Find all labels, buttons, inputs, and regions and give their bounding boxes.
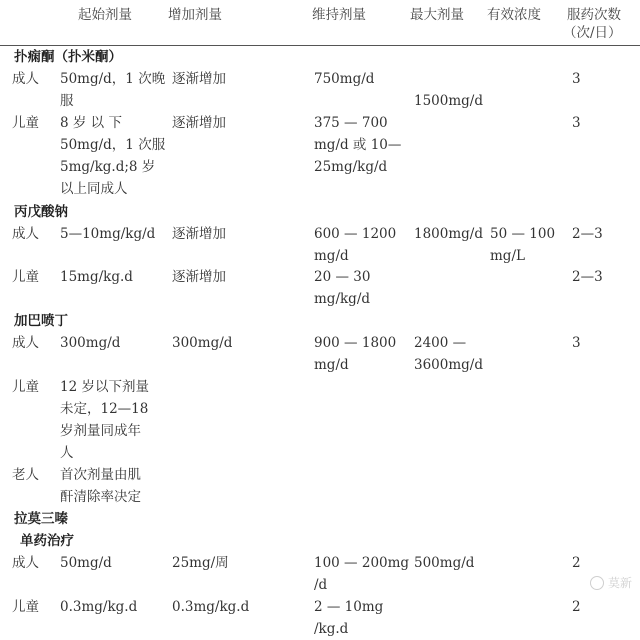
group-label-child: 儿童 [12,269,39,285]
start-dose-cell: 服 [60,93,74,109]
freq-cell: 2—3 [572,269,603,285]
subhead-monotherapy: 单药治疗 [20,533,74,549]
increase-dose-cell: 逐渐增加 [172,269,226,285]
increase-dose-cell: 0.3mg/kg.d [172,599,250,615]
freq-cell: 2 [572,599,581,615]
drug-name-gabapentin: 加巴喷丁 [14,313,68,329]
header-max-dose: 最大剂量 [410,7,464,23]
group-label-adult: 成人 [12,71,39,87]
group-label-adult: 成人 [12,335,39,351]
max-dose-cell: 500mg/d [414,555,475,571]
start-dose-cell: 5mg/kg.d;8 岁 [60,159,156,175]
maintain-dose-cell: /kg.d [314,621,349,637]
freq-cell: 2 [572,555,581,571]
start-dose-cell: 12 岁以下剂量 [60,379,149,395]
watermark-text: 莫新 [607,576,632,590]
start-dose-cell: 以上同成人 [60,181,128,197]
maintain-dose-cell: /d [314,577,328,593]
maintain-dose-cell: 20 — 30 [314,269,371,285]
increase-dose-cell: 300mg/d [172,335,233,351]
maintain-dose-cell: mg/d [314,357,349,373]
group-label-child: 儿童 [12,115,39,131]
maintain-dose-cell: 375 — 700 [314,115,388,131]
start-dose-cell: 50mg/d，1 次晚 [60,71,166,87]
group-label-child: 儿童 [12,599,39,615]
header-increase-dose: 增加剂量 [168,7,222,23]
drug-name-lamotrigine: 拉莫三嗪 [14,511,68,527]
start-dose-cell: 首次剂量由肌 [60,467,141,483]
maintain-dose-cell: 100 — 200mg [314,555,410,571]
start-dose-cell: 300mg/d [60,335,121,351]
group-label-adult: 成人 [12,226,39,242]
drug-name-valproate: 丙戊酸钠 [14,204,68,220]
effective-conc-cell: 50 — 100 [490,226,556,242]
maintain-dose-cell: mg/d [314,248,349,264]
maintain-dose-cell: 900 — 1800 [314,335,397,351]
freq-cell: 2—3 [572,226,603,242]
header-maintain-dose: 维持剂量 [312,7,366,23]
drug-name-primidone: 扑痫酮（扑米酮） [14,49,122,65]
max-dose-cell: 2400 — [414,335,467,351]
watermark-logo-icon [590,576,604,590]
max-dose-cell: 1800mg/d [414,226,483,242]
header-freq-line1: 服药次数 [567,7,621,23]
freq-cell: 3 [572,335,581,351]
start-dose-cell: 50mg/d [60,555,112,571]
start-dose-cell: 未定，12—18 [60,401,149,417]
start-dose-cell: 酐清除率决定 [60,489,141,505]
start-dose-cell: 15mg/kg.d [60,269,133,285]
start-dose-cell: 8 岁 以 下 [60,115,122,131]
start-dose-cell: 岁剂量同成年 [60,423,141,439]
increase-dose-cell: 逐渐增加 [172,115,226,131]
group-label-elderly: 老人 [12,467,39,483]
max-dose-cell: 3600mg/d [414,357,483,373]
maintain-dose-cell: 25mg/kg/d [314,159,388,175]
maintain-dose-cell: 750mg/d [314,71,375,87]
freq-cell: 3 [572,115,581,131]
increase-dose-cell: 25mg/周 [172,555,229,571]
header-effective-conc: 有效浓度 [487,7,541,23]
start-dose-cell: 0.3mg/kg.d [60,599,138,615]
start-dose-cell: 50mg/d，1 次服 [60,137,166,153]
maintain-dose-cell: 600 — 1200 [314,226,397,242]
header-freq-line2: （次/日） [563,25,622,41]
group-label-child: 儿童 [12,379,39,395]
maintain-dose-cell: mg/d 或 10— [314,137,402,153]
start-dose-cell: 人 [60,445,74,461]
watermark [590,574,632,591]
maintain-dose-cell: 2 — 10mg [314,599,384,615]
freq-cell: 3 [572,71,581,87]
effective-conc-cell: mg/L [490,248,525,264]
maintain-dose-cell: mg/kg/d [314,291,371,307]
header-start-dose: 起始剂量 [78,7,132,23]
max-dose-cell: 1500mg/d [414,93,483,109]
group-label-adult: 成人 [12,555,39,571]
increase-dose-cell: 逐渐增加 [172,71,226,87]
start-dose-cell: 5—10mg/kg/d [60,226,156,242]
increase-dose-cell: 逐渐增加 [172,226,226,242]
